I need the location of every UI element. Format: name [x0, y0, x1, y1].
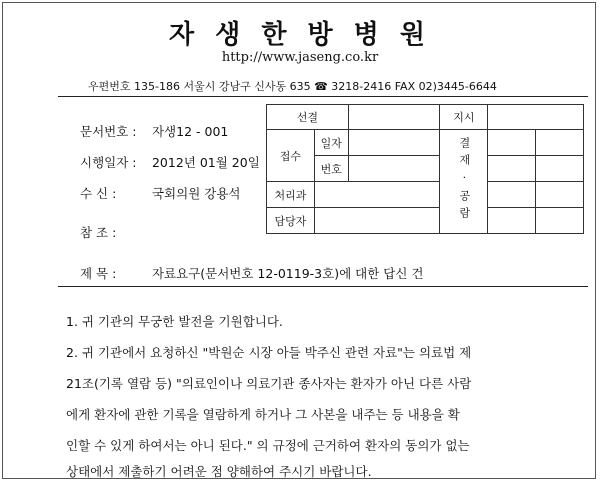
- doc-number-field: [80, 122, 228, 140]
- preview-label: 선결: [267, 105, 349, 130]
- body-paragraph-2-line-3: 에게 환자에 관한 기록을 열람하게 하거나 그 사본을 내주는 등 내용을 확: [66, 407, 460, 422]
- reference-label: 참 조 :: [80, 225, 117, 240]
- organization-url: http://www.jaseng.co.kr: [221, 50, 379, 65]
- subject-value: 자료요구(문서번호 12-0119-3호)에 대한 답신 건: [151, 266, 424, 281]
- approval-text: 결재·공람: [457, 136, 471, 224]
- subject-label: 제 목 :: [80, 266, 117, 281]
- recipient-field: [80, 184, 240, 202]
- body-paragraph-2-line-5: 상태에서 제출하기 어려운 점 양해하여 주시기 바랍니다.: [66, 464, 372, 479]
- approval-cell-2: [536, 130, 584, 156]
- issue-date-field: [80, 153, 260, 171]
- preview-cell: [348, 105, 440, 130]
- approval-table: [266, 104, 584, 234]
- approval-cell-6: [536, 182, 584, 208]
- recipient-value: 국회의원 강용석: [151, 186, 241, 201]
- doc-number-value: 자생12 - 001: [151, 124, 229, 139]
- receipt-number-label: 번호: [314, 156, 348, 182]
- approval-cell-7: [488, 208, 536, 234]
- approval-label: [440, 130, 488, 234]
- receipt-label: 접수: [267, 130, 315, 182]
- receipt-number-cell: [348, 156, 440, 182]
- receipt-date-label: 일자: [314, 130, 348, 156]
- body-paragraph-2-line-4: 인할 수 있게 하여서는 아니 된다." 의 규정에 근거하여 환자의 동의가 없는: [66, 438, 470, 453]
- approval-cell-5: [488, 182, 536, 208]
- processing-dept-cell: [314, 182, 440, 208]
- approval-cell-4: [536, 156, 584, 182]
- person-in-charge-cell: [314, 208, 440, 234]
- person-in-charge-label: 담당자: [267, 208, 315, 234]
- header-rule: [58, 96, 588, 97]
- body-rule: [58, 286, 588, 287]
- reference-field: [80, 223, 148, 241]
- approval-cell-1: [488, 130, 536, 156]
- instruction-label: 지시: [440, 105, 488, 130]
- body-paragraph-2-line-1: 2. 귀 기관에서 요청하신 "박원순 시장 아들 박주신 관련 자료"는 의료법 제: [66, 345, 472, 360]
- organization-address: 우편번호 135-186 서울시 강남구 신사동 635 ☎ 3218-2416 FAX 02)3445-6644: [88, 80, 497, 93]
- organization-name: 자 생 한 방 병 원: [169, 20, 431, 50]
- doc-number-label: 문서번호 :: [80, 124, 137, 139]
- approval-cell-8: [536, 208, 584, 234]
- body-paragraph-2-line-2: 21조(기록 열람 등) "의료인이나 의료기관 종사자는 환자가 아닌 다른 사람: [66, 376, 472, 391]
- subject-field: [80, 264, 423, 282]
- approval-cell-3: [488, 156, 536, 182]
- instruction-cell: [488, 105, 584, 130]
- issue-date-value: 2012년 01월 20일: [151, 155, 260, 170]
- recipient-label: 수 신 :: [80, 186, 117, 201]
- receipt-date-cell: [348, 130, 440, 156]
- body-paragraph-1: 1. 귀 기관의 무궁한 발전을 기원합니다.: [66, 314, 283, 329]
- issue-date-label: 시행일자 :: [80, 155, 137, 170]
- processing-dept-label: 처리과: [267, 182, 315, 208]
